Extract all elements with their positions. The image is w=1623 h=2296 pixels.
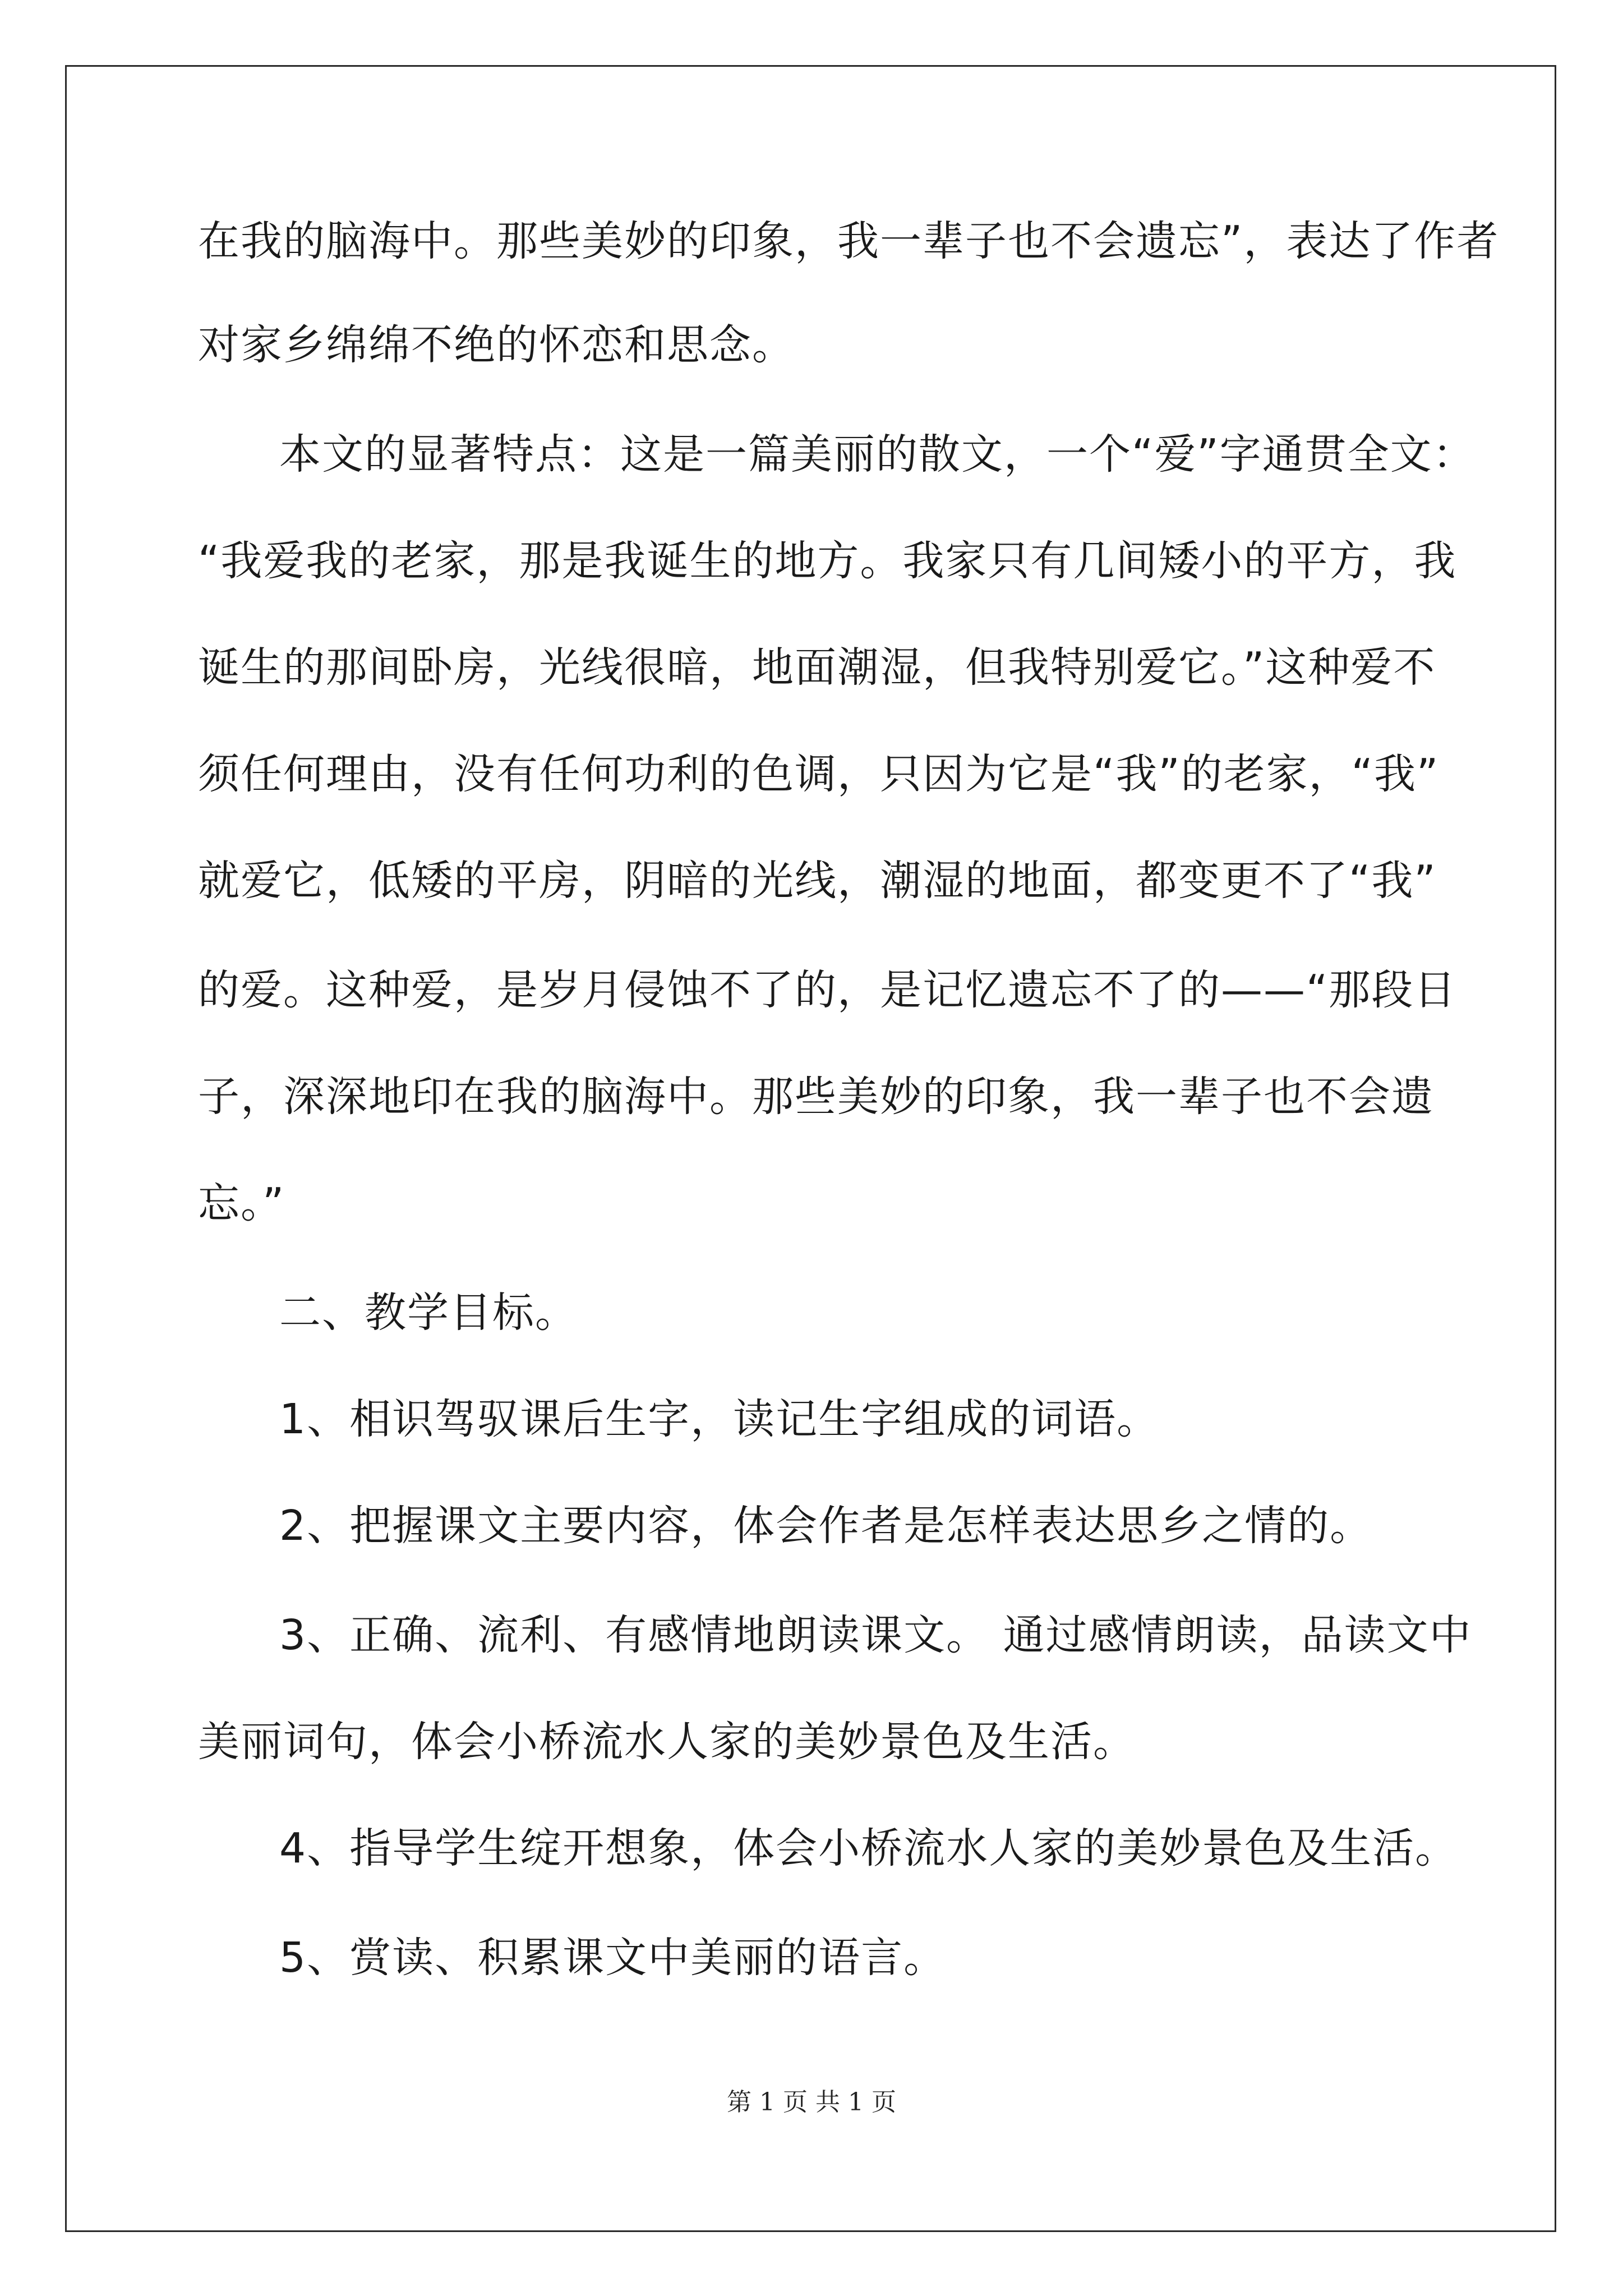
section-heading: 二、教学目标。 (279, 1289, 578, 1337)
objective-item: 1、相识驾驭课后生字，读记生字组成的词语。 (279, 1395, 1160, 1443)
text-line: 对家乡绵绵不绝的怀恋和思念。 (198, 321, 795, 369)
text-line: 子，深深地印在我的脑海中。那些美妙的印象，我一辈子也不会遗 (198, 1073, 1434, 1121)
text-line: 美丽词句，体会小桥流水人家的美妙景色及生活。 (198, 1718, 1136, 1766)
text-line: “我爱我的老家，那是我诞生的地方。我家只有几间矮小的平方，我 (198, 537, 1457, 585)
text-line: 的爱。这种爱，是岁月侵蚀不了的，是记忆遗忘不了的——“那段日 (198, 966, 1457, 1014)
text-line: 诞生的那间卧房，光线很暗，地面潮湿，但我特别爱它。”这种爱不 (198, 643, 1436, 692)
page-border (65, 65, 1556, 2232)
page-number-footer: 第 1 页 共 1 页 (727, 2088, 896, 2116)
paragraph-start-line: 本文的显著特点：这是一篇美丽的散文，一个“爱”字通贯全文： (279, 430, 1476, 478)
text-line: 忘。” (198, 1179, 285, 1227)
objective-item: 2、把握课文主要内容，体会作者是怎样表达思乡之情的。 (279, 1502, 1373, 1550)
objective-item: 5、赏读、积累课文中美丽的语言。 (279, 1934, 947, 1982)
text-line: 在我的脑海中。那些美妙的印象，我一辈子也不会遗忘”，表达了作者 (198, 217, 1500, 265)
objective-item: 4、指导学生绽开想象，体会小桥流水人家的美妙景色及生活。 (279, 1824, 1458, 1872)
text-line: 须任何理由，没有任何功利的色调，只因为它是“我”的老家，“我” (198, 750, 1440, 798)
text-line: 就爱它，低矮的平房，阴暗的光线，潮湿的地面，都变更不了“我” (198, 857, 1437, 905)
objective-item: 3、正确、流利、有感情地朗读课文。 通过感情朗读，品读文中 (279, 1611, 1472, 1659)
